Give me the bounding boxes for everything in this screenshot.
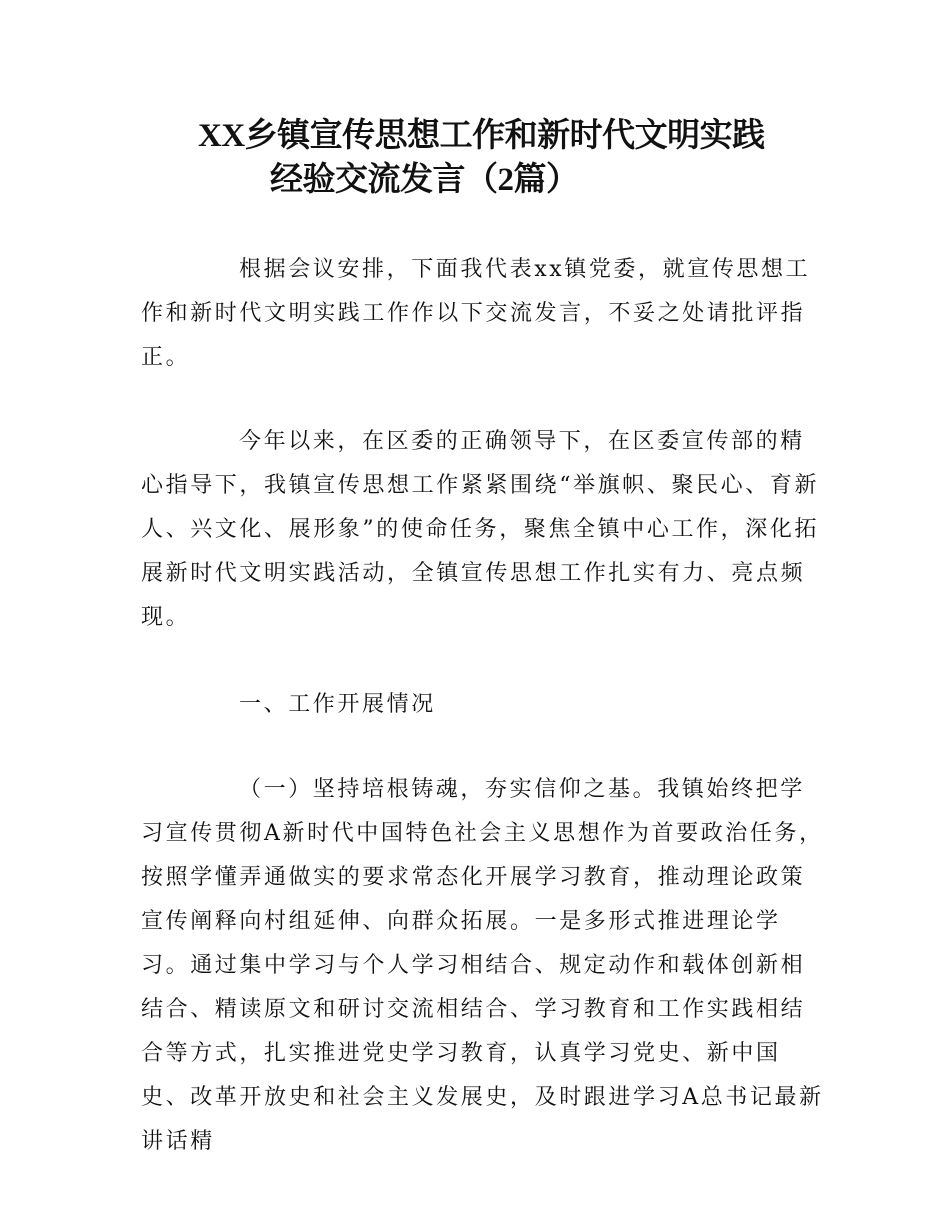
paragraph-section-1: （一）坚持培根铸魂，夯实信仰之基。我镇始终把学习宣传贯彻A新时代中国特色社会主义思想作为首要政治任务，按照学懂弄通做实的要求常态化开展学习教育，推动理论政策宣传阐释向村组延伸、向群众拓展。一是多形式推进理论学习。通过集中学习与个人学习相结合、规定动作和载体创新相结合、精读原文和研讨交流相结合、学习教育和工作实践相结合等方式，扎实推进党史学习教育，认真学习党史、新中国史、改革开放史和社会主义发展史，及时跟进学习A总书记最新讲话精: [141, 777, 824, 1154]
section-heading: 一、工作开展情况: [239, 692, 436, 717]
title-line-1: XX乡镇宣传思想工作和新时代文明实践: [198, 118, 765, 154]
paragraph-opening: 根据会议安排，下面我代表xx镇党委，就宣传思想工作和新时代文明实践工作作以下交流发言，不妥之处请批评指正。: [141, 257, 811, 370]
paragraph-summary: 今年以来，在区委的正确领导下，在区委宣传部的精心指导下，我镇宣传思想工作紧紧围绕“举旗帜、聚民心、育新人、兴文化、展形象”的使命任务，聚焦全镇中心工作，深化拓展新时代文明实践活动，全镇宣传思想工作扎实有力、亮点频现。: [141, 429, 820, 630]
document-title: [150, 114, 850, 202]
title-line-2: 经验交流发言（2篇）: [270, 162, 579, 198]
